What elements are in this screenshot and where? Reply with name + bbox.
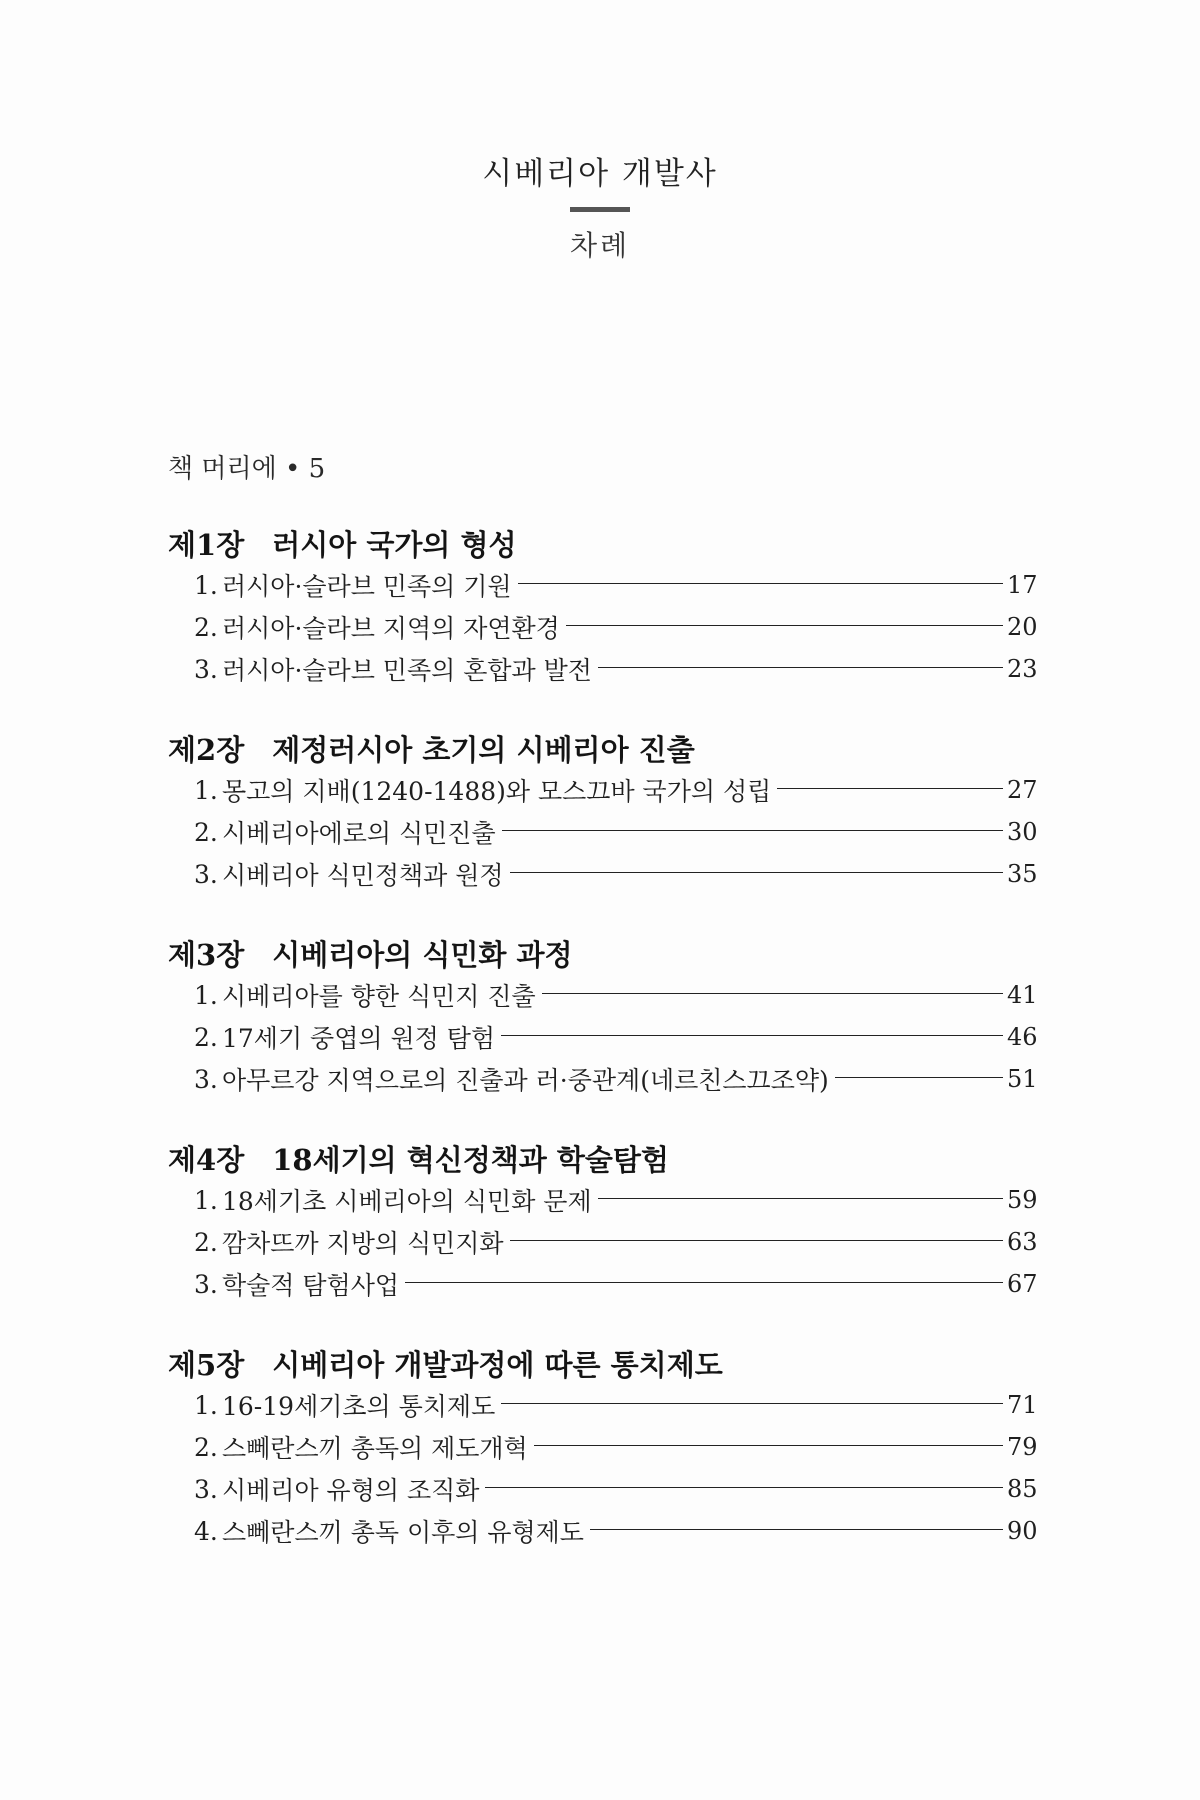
chapter-title: 러시아 국가의 형성: [272, 527, 517, 562]
toc-entry[interactable]: [168, 853, 1038, 895]
section-number: 3.: [194, 859, 218, 889]
chapter-label: 제5장: [168, 1347, 245, 1382]
dot-leader: [598, 667, 1003, 668]
dot-leader: [534, 1445, 1003, 1446]
chapter-label: 제4장: [168, 1142, 245, 1177]
chapter-3: [168, 932, 1038, 1100]
section-title: 17세기 중엽의 원정 탐험: [222, 1024, 496, 1053]
page-number: 20: [1007, 613, 1038, 641]
toc-entry[interactable]: [168, 1468, 1038, 1510]
dot-leader: [501, 1035, 1003, 1036]
dot-leader: [518, 583, 1004, 584]
section-title: 시베리아 식민정책과 원정: [222, 861, 504, 890]
section-number: 1.: [194, 775, 218, 805]
section-title: 몽고의 지배(1240-1488)와 모스끄바 국가의 성립: [222, 777, 772, 806]
section-title: 시베리아에로의 식민진출: [222, 819, 496, 848]
page-number: 30: [1007, 818, 1038, 846]
book-title: 시베리아 개발사: [482, 156, 718, 192]
section-number: 3.: [194, 654, 218, 684]
section-title: 러시아·슬라브 지역의 자연환경: [222, 614, 560, 643]
section-number: 1.: [194, 1185, 218, 1215]
page-number: 23: [1007, 655, 1038, 683]
section-number: 3.: [194, 1269, 218, 1299]
toc-heading: 차례: [569, 229, 631, 262]
section-number: 2.: [194, 1022, 218, 1052]
toc-entry[interactable]: [168, 1221, 1038, 1263]
chapter-label: 제2장: [168, 732, 245, 767]
chapter-label: 제3장: [168, 937, 245, 972]
section-title: 스뻬란스끼 총독 이후의 유형제도: [222, 1518, 584, 1547]
section-title: 16-19세기초의 통치제도: [222, 1392, 496, 1421]
toc-entry[interactable]: [168, 1179, 1038, 1221]
section-number: 2.: [194, 1227, 218, 1257]
section-number: 2.: [194, 1432, 218, 1462]
section-number: 1.: [194, 1390, 218, 1420]
section-title: 아무르강 지역으로의 진출과 러·중관계(네르친스끄조약): [222, 1066, 829, 1095]
page-number: 46: [1007, 1023, 1038, 1051]
preface-entry[interactable]: 책 머리에 • 5: [168, 454, 326, 484]
dot-leader: [502, 830, 1003, 831]
dot-leader: [835, 1077, 1003, 1078]
section-number: 3.: [194, 1064, 218, 1094]
toc-entry[interactable]: [168, 1426, 1038, 1468]
toc-entry[interactable]: [168, 1510, 1038, 1552]
page-number: 35: [1007, 860, 1038, 888]
dot-leader: [590, 1529, 1003, 1530]
dot-leader: [777, 788, 1003, 789]
section-title: 스뻬란스끼 총독의 제도개혁: [222, 1434, 528, 1463]
page-number: 41: [1007, 981, 1038, 1009]
section-title: 학술적 탐험사업: [222, 1271, 399, 1300]
toc-entry[interactable]: [168, 1058, 1038, 1100]
table-of-contents: [168, 522, 1038, 1589]
section-number: 3.: [194, 1474, 218, 1504]
page-number: 59: [1007, 1186, 1038, 1214]
chapter-heading[interactable]: [168, 522, 1033, 564]
chapter-2: [168, 727, 1038, 895]
page-number: 71: [1007, 1391, 1038, 1419]
chapter-title: 시베리아 개발과정에 따른 통치제도: [272, 1347, 723, 1382]
title-underline: [570, 207, 630, 212]
chapter-label: 제1장: [168, 527, 245, 562]
toc-entry[interactable]: [168, 974, 1038, 1016]
dot-leader: [501, 1403, 1003, 1404]
chapter-heading[interactable]: [168, 1137, 1033, 1179]
chapter-heading[interactable]: [168, 932, 1033, 974]
chapter-title: 제정러시아 초기의 시베리아 진출: [272, 732, 695, 767]
toc-entry[interactable]: [168, 606, 1038, 648]
section-title: 시베리아 유형의 조직화: [222, 1476, 480, 1505]
page-number: 63: [1007, 1228, 1038, 1256]
page-number: 51: [1007, 1065, 1038, 1093]
page-number: 17: [1007, 571, 1038, 599]
dot-leader: [542, 993, 1003, 994]
chapter-4: [168, 1137, 1038, 1305]
page-number: 79: [1007, 1433, 1038, 1461]
section-title: 러시아·슬라브 민족의 기원: [222, 572, 512, 601]
dot-leader: [405, 1282, 1003, 1283]
chapter-title: 시베리아의 식민화 과정: [272, 937, 573, 972]
section-number: 2.: [194, 817, 218, 847]
section-title: 깜차뜨까 지방의 식민지화: [222, 1229, 504, 1258]
chapter-heading[interactable]: [168, 1342, 1033, 1384]
page-number: 85: [1007, 1475, 1038, 1503]
section-title: 18세기초 시베리아의 식민화 문제: [222, 1187, 592, 1216]
toc-entry[interactable]: [168, 648, 1038, 690]
section-title: 러시아·슬라브 민족의 혼합과 발전: [222, 656, 592, 685]
section-number: 1.: [194, 570, 218, 600]
section-number: 4.: [194, 1516, 218, 1546]
toc-entry[interactable]: [168, 1384, 1038, 1426]
page-number: 67: [1007, 1270, 1038, 1298]
dot-leader: [485, 1487, 1003, 1488]
dot-leader: [566, 625, 1003, 626]
chapter-title: 18세기의 혁신정책과 학술탐험: [272, 1142, 669, 1177]
dot-leader: [510, 872, 1003, 873]
toc-entry[interactable]: [168, 564, 1038, 606]
dot-leader: [510, 1240, 1003, 1241]
toc-entry[interactable]: [168, 811, 1038, 853]
section-title: 시베리아를 향한 식민지 진출: [222, 982, 536, 1011]
dot-leader: [598, 1198, 1003, 1199]
chapter-1: [168, 522, 1038, 690]
toc-entry[interactable]: [168, 1016, 1038, 1058]
chapter-heading[interactable]: [168, 727, 1033, 769]
page-number: 27: [1007, 776, 1038, 804]
chapter-5: [168, 1342, 1038, 1552]
toc-entry[interactable]: [168, 769, 1038, 811]
section-number: 1.: [194, 980, 218, 1010]
toc-entry[interactable]: [168, 1263, 1038, 1305]
section-number: 2.: [194, 612, 218, 642]
page-header: [0, 148, 1200, 264]
page-number: 90: [1007, 1517, 1038, 1545]
